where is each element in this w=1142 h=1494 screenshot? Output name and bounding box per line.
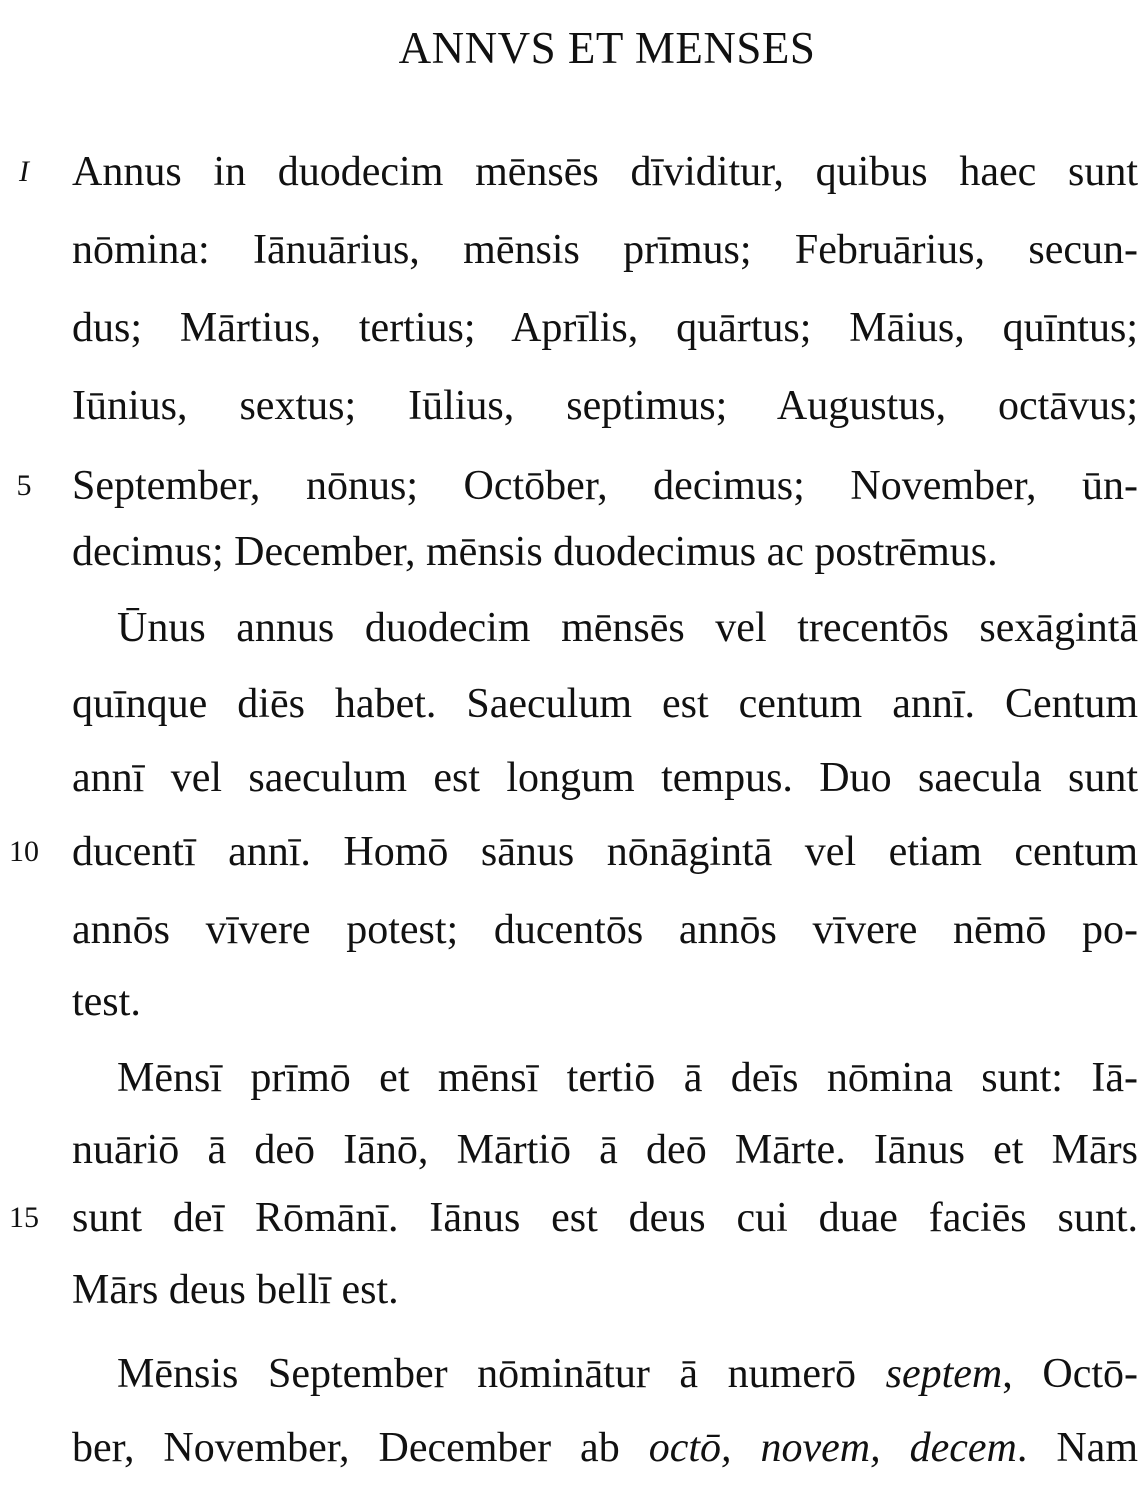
text-line: Iūnius, sextus; Iūlius, septimus; Augustus, octāvus; (72, 383, 1138, 429)
text-run: , Octō- (1002, 1351, 1138, 1397)
line-number: I (19, 155, 29, 188)
latin-words-italic: octō, novem, decem (648, 1425, 1017, 1471)
text-run: ber, November, December ab (72, 1425, 649, 1471)
text-line: dus; Mārtius, tertius; Aprīlis, quārtus; Māius, quīntus; (72, 305, 1138, 351)
text-run: . Nam (1016, 1425, 1138, 1471)
text-line: test. (72, 979, 141, 1025)
text-line: annī vel saeculum est longum tempus. Duo saecula sunt (72, 755, 1138, 801)
line-number: 15 (9, 1201, 39, 1234)
page-title: ANNVS ET MENSES (398, 23, 816, 73)
text-line: sunt deī Rōmānī. Iānus est deus cui duae faciēs sunt. (72, 1195, 1138, 1241)
text-line: quīnque diēs habet. Saeculum est centum annī. Centum (72, 681, 1138, 727)
line-number: 5 (16, 469, 32, 502)
text-line: annōs vīvere potest; ducentōs annōs vīvere nēmō po- (72, 907, 1138, 953)
text-line: Annus in duodecim mēnsēs dīviditur, quibus haec sunt (72, 149, 1138, 195)
text-line: Ūnus annus duodecim mēnsēs vel trecentōs sexāgintā (117, 605, 1138, 651)
text-line: nōmina: Iānuārius, mēnsis prīmus; Februārius, secun- (72, 227, 1138, 273)
text-line: ducentī annī. Homō sānus nōnāgintā vel etiam centum (72, 829, 1138, 875)
latin-word-italic: septem (885, 1351, 1003, 1397)
text-line (117, 1346, 1138, 1402)
text-line: Mēnsī prīmō et mēnsī tertiō ā deīs nōmina sunt: Iā- (117, 1055, 1138, 1101)
text-line (72, 1420, 1138, 1476)
text-line: decimus; December, mēnsis duodecimus ac postrēmus. (72, 529, 998, 575)
text-line: September, nōnus; Octōber, decimus; November, ūn- (72, 463, 1138, 509)
line-number: 10 (9, 835, 39, 868)
text-line: Mārs deus bellī est. (72, 1267, 399, 1313)
text-run: Mēnsis September nōminātur ā numerō (117, 1351, 886, 1397)
text-line: nuāriō ā deō Iānō, Mārtiō ā deō Mārte. Iānus et Mārs (72, 1127, 1138, 1173)
